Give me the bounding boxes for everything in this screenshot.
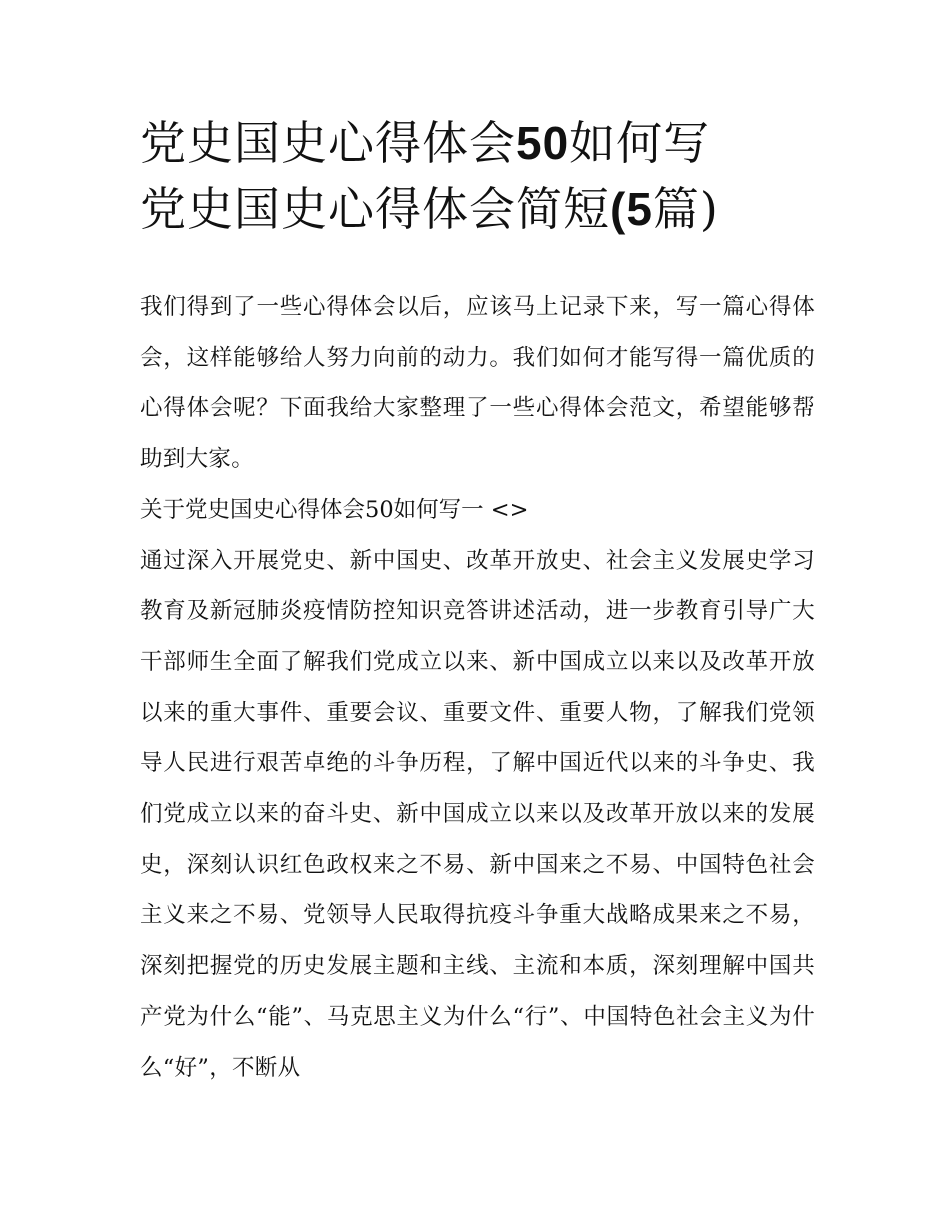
title-line-2-suffix: 篇) (652, 182, 719, 236)
intro-paragraph: 我们得到了一些心得体会以后，应该马上记录下来，写一篇心得体会，这样能够给人努力向前的动力。我们如何才能写得一篇优质的心得体会呢？下面我给大家整理了一些心得体会范文，希望能够帮助到大家。 (140, 294, 815, 473)
section-heading: 关于党史国史心得体会50如何写一 <> (140, 496, 529, 523)
title-line-1-prefix: 党史国史心得体会 (140, 116, 516, 170)
title-line-1 (140, 110, 840, 176)
title-line-1-number: 50 (516, 117, 570, 169)
document-body (140, 282, 815, 1093)
title-line-2-prefix: 党史国史心得体会简短 (140, 182, 610, 236)
document-title (140, 110, 840, 242)
title-line-2 (140, 176, 840, 242)
title-line-2-paren: (5 (610, 183, 653, 235)
body-paragraph: 通过深入开展党史、新中国史、改革开放史、社会主义发展史学习教育及新冠肺炎疫情防控知识竞答讲述活动，进一步教育引导广大干部师生全面了解我们党成立以来、新中国成立以来以及改革开放以来的重大事件、重要会议、重要文件、重要人物，了解我们党领导人民进行艰苦卓绝的斗争历程，了解中国近代以来的斗争史、我们党成立以来的奋斗史、新中国成立以来以及改革开放以来的发展史，深刻认识红色政权来之不易、新中国来之不易、中国特色社会主义来之不易、党领导人民取得抗疫斗争重大战略成果来之不易，深刻把握党的历史发展主题和主线、主流和本质，深刻理解中国共产党为什么“能”、马克思主义为什么“行”、中国特色社会主义为什么“好”，不断从 (140, 547, 815, 1081)
title-line-1-suffix: 如何写 (569, 116, 711, 170)
